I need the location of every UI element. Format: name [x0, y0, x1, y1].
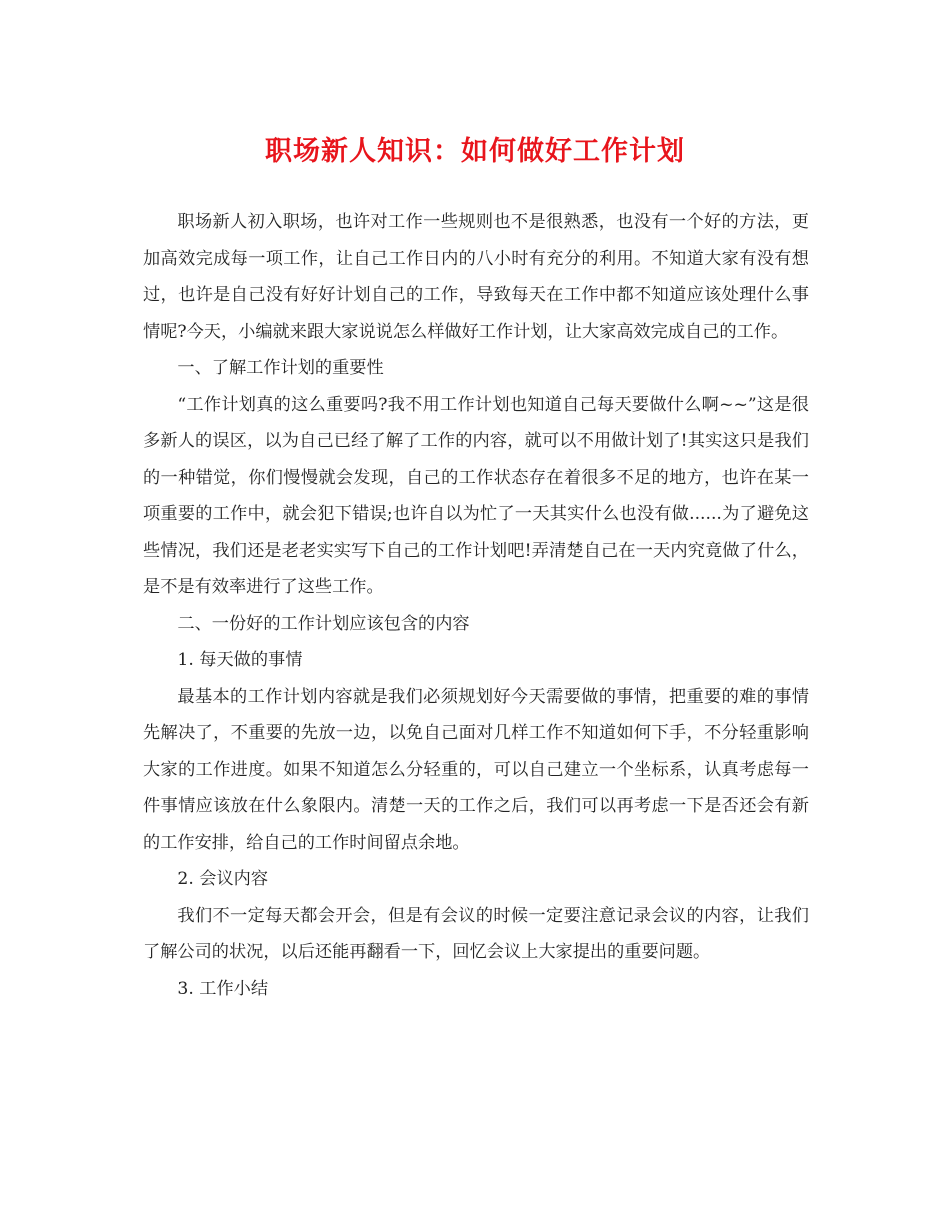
subheading-meeting: 2. 会议内容 [177, 869, 269, 889]
daily-tasks-paragraph: 最基本的工作计划内容就是我们必须规划好今天需要做的事情，把重要的难的事情先解决了，不重要的先放一边，以免自己面对几样工作不知道如何下手，不分轻重影响大家的工作进度。如果不知道怎么分轻重的，可以自己建立一个坐标系，认真考虑每一件事情应该放在什么象限内。清楚一天的工作之后，我们可以再考虑一下是否还会有新的工作安排，给自己的工作时间留点余地。 [143, 686, 809, 853]
importance-paragraph: “工作计划真的这么重要吗?我不用工作计划也知道自己每天要做什么啊~~”这是很多新人的误区，以为自己已经了解了工作的内容，就可以不用做计划了!其实这只是我们的一种错觉，你们慢慢就会发现，自己的工作状态存在着很多不足的地方，也许在某一项重要的工作中，就会犯下错误;也许自以为忙了一天其实什么也没有做......为了避免这些情况，我们还是老老实实写下自己的工作计划吧!弄清楚自己在一天内究竟做了什么，是不是有效率进行了这些工作。 [143, 394, 809, 597]
section-heading-content: 二、一份好的工作计划应该包含的内容 [177, 613, 470, 634]
document-body [143, 204, 809, 1007]
intro-paragraph: 职场新人初入职场，也许对工作一些规则也不是很熟悉，也没有一个好的方法，更加高效完成每一项工作，让自己工作日内的八小时有充分的利用。不知道大家有没有想过，也许是自己没有好好计划自己的工作，导致每天在工作中都不知道应该处理什么事情呢?今天，小编就来跟大家说说怎么样做好工作计划，让大家高效完成自己的工作。 [143, 212, 809, 342]
subheading-summary: 3. 工作小结 [177, 978, 269, 999]
subheading-daily-tasks: 1. 每天做的事情 [177, 650, 303, 670]
document-title: 职场新人知识：如何做好工作计划 [265, 136, 685, 167]
section-heading-importance: 一、了解工作计划的重要性 [177, 358, 384, 378]
meeting-paragraph: 我们不一定每天都会开会，但是有会议的时候一定要注意记录会议的内容，让我们了解公司的状况，以后还能再翻看一下，回忆会议上大家提出的重要问题。 [143, 905, 809, 962]
